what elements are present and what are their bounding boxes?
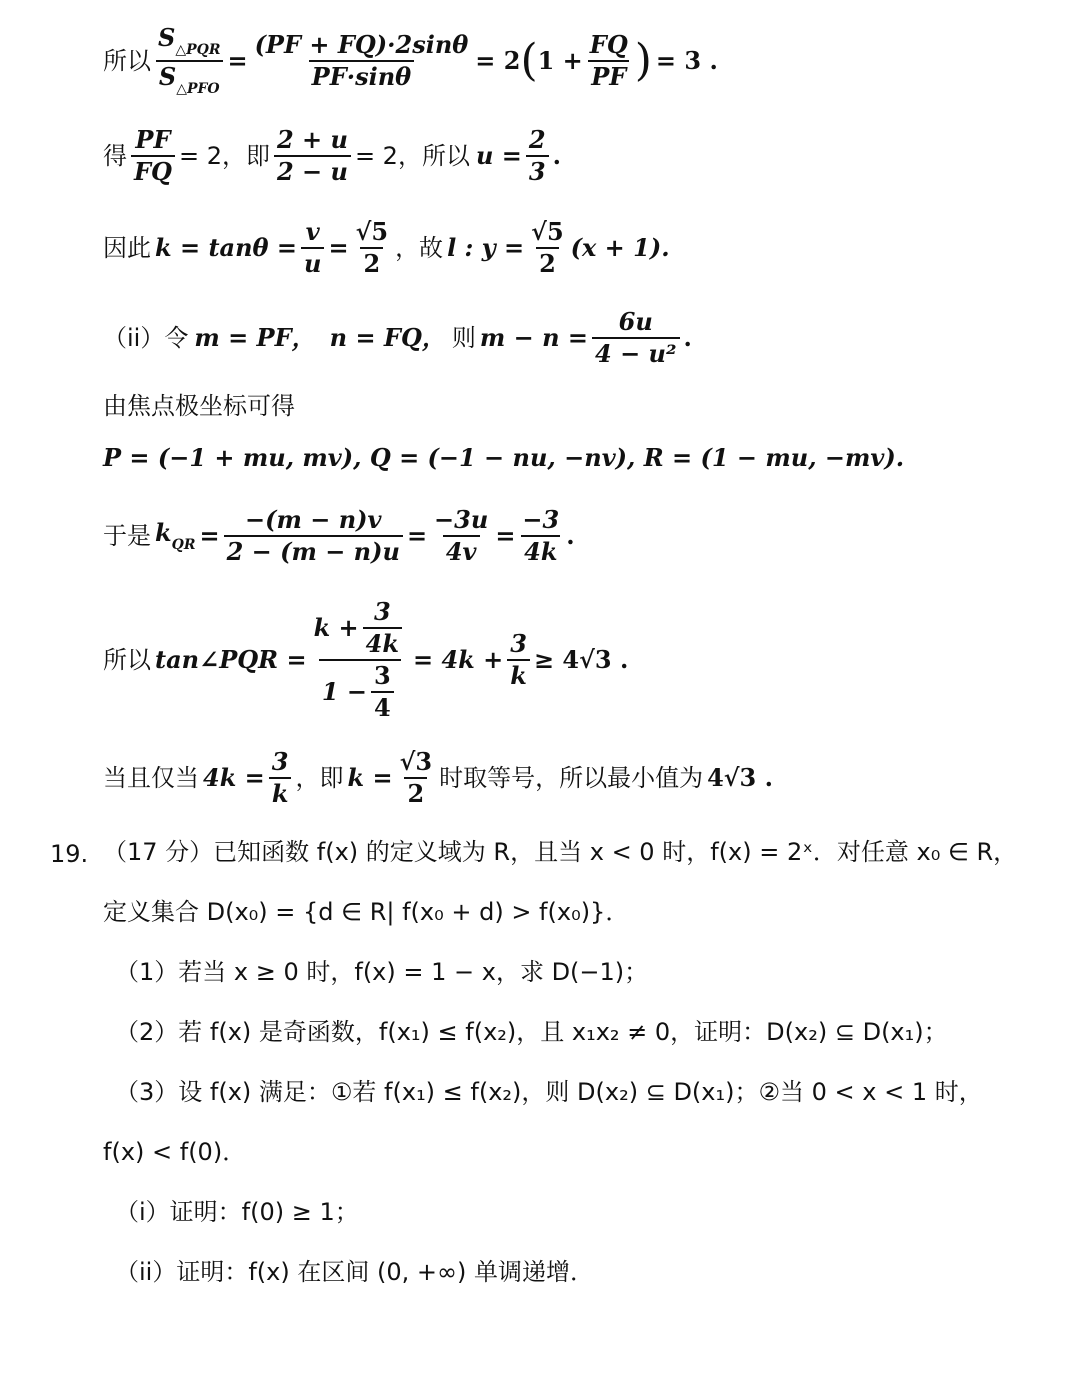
- question-19-part3ii: （ii）证明：f(x) 在区间 (0, +∞) 单调递增．: [115, 1258, 594, 1286]
- solution-line-kqr: 于是 $k_{QR}$ = $\frac{-(m - n)v}{2 - (m - n)u}$ = $\frac{-3u}{4v}$ = $\frac{-3}{4k}$ .: [103, 505, 575, 566]
- fraction-sqrt3-over-2: $\frac{√3}{2}$: [399, 747, 433, 808]
- fraction-kqr-2: $\frac{-3u}{4v}$: [434, 505, 489, 566]
- fraction-pf-fq: $\frac{PF}{FQ}$: [131, 128, 175, 184]
- fraction-sqrt5-over-2-line: $\frac{√5}{2}$: [531, 217, 564, 278]
- fraction-two-thirds: $\frac{2}{3}$: [526, 128, 549, 184]
- fraction-v-u: $\frac{v}{u}$: [301, 220, 324, 276]
- question-19-part2: （2）若 f(x) 是奇函数，f(x₁) ≤ f(x₂)，且 x₁x₂ ≠ 0，证明：D(x₂) ⊆ D(x₁)；: [115, 1018, 948, 1046]
- fraction-area-expression: $\frac{(PF + FQ)\cdot 2\sin\theta}{PF\cdot\sin\theta}$: [254, 30, 469, 91]
- compound-fraction-tan: k + $\frac{3}{4k}$ 1 − $\frac{3}{4}$: [311, 600, 409, 720]
- question-number: 19.: [50, 840, 89, 868]
- fraction-kqr-1: $\frac{-(m - n)v}{2 - (m - n)u}$: [224, 508, 403, 564]
- fraction-u-expression: $\frac{2 + u}{2 - u}$: [274, 128, 351, 184]
- question-19-line1: （17 分）已知函数 f(x) 的定义域为 R，且当 x < 0 时，f(x) = 2ˣ．对任意 x₀ ∈ R，: [103, 838, 1018, 866]
- fraction-3k: $\frac{3}{k}$: [269, 750, 292, 806]
- solution-line-ii: （ii）令 m = PF， n = FQ， 则 m − n = $\frac{6u}{\text{4 − u²}}$ .: [103, 307, 692, 368]
- coordinates-pqr: P = (−1 + mu, mv), Q = (−1 − nu, −nv), R = (1 − mu, −mv).: [103, 443, 905, 472]
- question-19-part3a: （3）设 f(x) 满足：①若 f(x₁) ≤ f(x₂)，则 D(x₂) ⊆ D(x₁)；②当 0 < x < 1 时，: [115, 1078, 983, 1106]
- fraction-fq-pf: $\frac{FQ}{PF}$: [589, 30, 628, 91]
- question-19-line2: 定义集合 D(x₀) = {d ∈ R| f(x₀ + d) > f(x₀)}．: [103, 898, 630, 926]
- solution-line-solve-u: 得 $\frac{PF}{FQ}$ = 2，即 $\frac{2 + u}{2 - u}$ = 2，所以 u = $\frac{2}{3}$ .: [103, 125, 561, 186]
- text-prefix: 所以: [103, 47, 151, 75]
- solution-line-area-ratio: 所以 $\frac{S_{\triangle PQR}}{S_{\triangle PFO}}$ = $\frac{(PF + FQ)\cdot 2\sin\theta}{PF\cdot\sin\theta}$ = 2 ( 1 + $\frac{FQ}{PF}$ ) = 3 .: [103, 23, 718, 97]
- question-19-part3b: f(x) < f(0)．: [103, 1138, 247, 1166]
- fraction-sqrt5-over-2: $\frac{√5}{2}$: [355, 217, 389, 278]
- text-focal-polar: 由焦点极坐标可得: [103, 392, 295, 420]
- fraction-3-over-k: $\frac{3}{k}$: [507, 632, 530, 688]
- fraction-area-ratio: $\frac{S_{\triangle PQR}}{S_{\triangle PFO}}$: [155, 26, 223, 96]
- fraction-6u: $\frac{6u}{\text{4 − u²}}$: [592, 310, 679, 366]
- solution-line-equality: 当且仅当 4k = $\frac{3}{k}$ ，即 k = $\frac{√3}{2}$ 时取等号，所以最小值为 4√3 .: [103, 747, 773, 808]
- question-19-part1: （1）若当 x ≥ 0 时，f(x) = 1 − x，求 D(−1)；: [115, 958, 649, 986]
- question-19-part3i: （i）证明：f(0) ≥ 1；: [115, 1198, 359, 1226]
- fraction-kqr-3: $\frac{-3}{4k}$: [522, 505, 560, 566]
- solution-line-slope: 因此 k = tanθ = $\frac{v}{u}$ = $\frac{√5}{2}$ ，故 l : y = $\frac{√5}{2}$ (x + 1).: [103, 217, 670, 278]
- solution-line-tan-pqr: 所以 tan∠PQR = k + $\frac{3}{4k}$ 1 − $\frac{3}{4}$ = 4k + $\frac{3}{k}$ ≥ 4√3 .: [103, 597, 629, 722]
